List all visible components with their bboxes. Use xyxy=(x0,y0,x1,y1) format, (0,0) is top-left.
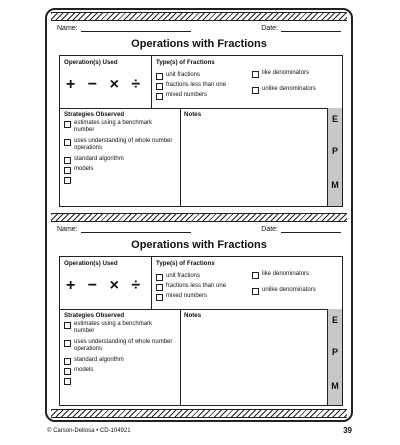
notes-heading: Notes xyxy=(184,111,202,118)
operations-heading: Operation(s) Used xyxy=(64,260,118,267)
epm-letter-m: M xyxy=(331,180,339,190)
epm-column xyxy=(327,309,342,405)
operation-symbols xyxy=(66,277,144,295)
strategies-cell xyxy=(60,309,181,405)
checkbox-item[interactable]: unlike denominators xyxy=(252,86,316,94)
times-icon: × xyxy=(109,277,123,294)
checkbox-item[interactable]: fractions less than one xyxy=(156,283,226,291)
checkbox-icon[interactable] xyxy=(156,93,163,100)
date-field[interactable] xyxy=(281,23,341,32)
checkbox-item[interactable]: unlike denominators xyxy=(252,287,316,295)
checkbox-item[interactable] xyxy=(64,377,174,385)
epm-column xyxy=(327,108,342,206)
date-label: Date: xyxy=(261,226,278,233)
checkbox-item[interactable]: uses understanding of whole number operations xyxy=(64,339,174,353)
checkbox-item[interactable]: like denominators xyxy=(252,70,309,78)
epm-letter-p: P xyxy=(331,146,338,156)
checkbox-item[interactable]: mixed numbers xyxy=(156,293,207,301)
notes-heading: Notes xyxy=(184,312,202,319)
minus-icon: − xyxy=(87,76,102,93)
checkbox-item[interactable]: like denominators xyxy=(252,271,309,279)
checkbox-icon[interactable] xyxy=(64,340,71,347)
checkbox-item[interactable]: unit fractions xyxy=(156,72,200,80)
operations-cell xyxy=(60,257,152,309)
checkbox-item[interactable]: standard algorithm xyxy=(64,357,174,365)
checkbox-item[interactable]: uses understanding of whole number operations xyxy=(64,138,174,152)
checkbox-item[interactable]: estimates using a benchmark number xyxy=(64,321,174,335)
checkbox-icon[interactable] xyxy=(156,284,163,291)
checkbox-icon[interactable] xyxy=(64,121,71,128)
times-icon: × xyxy=(109,76,123,93)
checkbox-item[interactable]: mixed numbers xyxy=(156,92,207,100)
checkbox-icon[interactable] xyxy=(156,294,163,301)
strategies-heading: Strategies Observed xyxy=(64,312,125,319)
epm-letter-m: M xyxy=(331,381,339,391)
checkbox-icon[interactable] xyxy=(64,157,71,164)
operation-symbols xyxy=(66,76,144,94)
divide-icon: ÷ xyxy=(131,277,145,294)
date-field[interactable] xyxy=(281,224,341,233)
checkbox-icon[interactable] xyxy=(64,177,71,184)
fraction-types-heading: Type(s) of Fractions xyxy=(156,260,215,267)
checkbox-item[interactable]: standard algorithm xyxy=(64,156,174,164)
page-number: 39 xyxy=(343,426,352,435)
date-label: Date: xyxy=(261,25,278,32)
checkbox-item[interactable]: models xyxy=(64,166,174,174)
epm-letter-e: E xyxy=(331,114,338,124)
name-label: Name: xyxy=(57,226,78,233)
notes-cell[interactable] xyxy=(180,309,328,405)
checkbox-icon[interactable] xyxy=(252,71,259,78)
epm-letter-p: P xyxy=(331,347,338,357)
checkbox-icon[interactable] xyxy=(64,378,71,385)
checkbox-icon[interactable] xyxy=(156,83,163,90)
observation-form xyxy=(59,55,343,207)
checkbox-item[interactable] xyxy=(64,176,174,184)
fraction-types-cell xyxy=(152,56,248,108)
checkbox-icon[interactable] xyxy=(252,288,259,295)
checkbox-icon[interactable] xyxy=(64,368,71,375)
checkbox-icon[interactable] xyxy=(64,358,71,365)
checkbox-icon[interactable] xyxy=(64,139,71,146)
checkbox-item[interactable]: unit fractions xyxy=(156,273,200,281)
form-title: Operations with Fractions xyxy=(131,239,267,251)
copyright-text: © Carson-Dellosa • CD-104921 xyxy=(47,428,131,434)
fraction-types-heading: Type(s) of Fractions xyxy=(156,59,215,66)
checkbox-icon[interactable] xyxy=(252,272,259,279)
name-label: Name: xyxy=(57,25,78,32)
checkbox-icon[interactable] xyxy=(64,167,71,174)
checkbox-icon[interactable] xyxy=(156,274,163,281)
plus-icon: + xyxy=(66,277,80,294)
checkbox-item[interactable]: models xyxy=(64,367,174,375)
operations-heading: Operation(s) Used xyxy=(64,59,118,66)
bottom-hatch-border xyxy=(51,409,347,418)
header-row-2 xyxy=(57,221,341,233)
plus-icon: + xyxy=(66,76,80,93)
fraction-types-cell xyxy=(152,257,248,309)
epm-letter-e: E xyxy=(331,315,338,325)
divide-icon: ÷ xyxy=(131,76,145,93)
checkbox-icon[interactable] xyxy=(156,73,163,80)
checkbox-icon[interactable] xyxy=(64,322,71,329)
header-row-1 xyxy=(57,20,341,32)
page-frame xyxy=(45,8,353,422)
strategies-heading: Strategies Observed xyxy=(64,111,125,118)
denominators-cell xyxy=(248,257,342,309)
checkbox-item[interactable]: estimates using a benchmark number xyxy=(64,120,174,134)
form-title: Operations with Fractions xyxy=(131,38,267,50)
denominators-cell xyxy=(248,56,342,108)
strategies-cell xyxy=(60,108,181,206)
notes-cell[interactable] xyxy=(180,108,328,206)
checkbox-item[interactable]: fractions less than one xyxy=(156,82,226,90)
name-field[interactable] xyxy=(81,23,191,32)
checkbox-icon[interactable] xyxy=(252,87,259,94)
minus-icon: − xyxy=(87,277,102,294)
operations-cell xyxy=(60,56,152,108)
observation-form xyxy=(59,256,343,406)
name-field[interactable] xyxy=(81,224,191,233)
